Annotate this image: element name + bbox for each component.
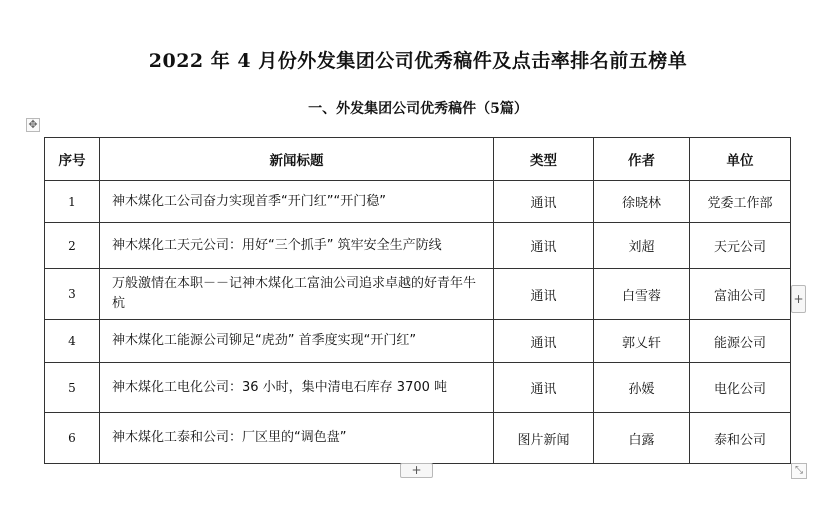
row-type[interactable]: 通讯: [494, 181, 594, 223]
table-move-handle[interactable]: [26, 118, 40, 132]
row-no[interactable]: 1: [45, 181, 100, 223]
row-author[interactable]: 郭乂轩: [594, 320, 690, 363]
row-type[interactable]: 通讯: [494, 320, 594, 363]
row-unit[interactable]: 电化公司: [690, 363, 791, 413]
row-unit[interactable]: 泰和公司: [690, 413, 791, 464]
header-type: 类型: [494, 138, 594, 181]
row-title[interactable]: 神木煤化工天元公司：用好“三个抓手” 筑牢安全生产防线: [100, 223, 494, 269]
document-title: 2022 年 4 月份外发集团公司优秀稿件及点击率排名前五榜单: [148, 50, 688, 72]
row-title[interactable]: 神木煤化工能源公司铆足“虎劲” 首季度实现“开门红”: [100, 320, 494, 363]
row-type[interactable]: 通讯: [494, 223, 594, 269]
row-unit[interactable]: 天元公司: [690, 223, 791, 269]
row-type[interactable]: 通讯: [494, 269, 594, 320]
row-author[interactable]: 刘超: [594, 223, 690, 269]
row-title[interactable]: 神木煤化工泰和公司：厂区里的“调色盘”: [100, 413, 494, 464]
plus-icon: +: [793, 292, 804, 306]
table-row: [45, 269, 791, 320]
table-row: [45, 223, 791, 269]
row-author[interactable]: 孙媛: [594, 363, 690, 413]
plus-icon: +: [411, 463, 422, 477]
header-unit: 单位: [690, 138, 791, 181]
row-title[interactable]: 万般激情在本职－－记神木煤化工富油公司追求卓越的好青年牛杭: [100, 269, 494, 320]
table-header-row: [45, 138, 791, 181]
table-row: [45, 363, 791, 413]
header-title: 新闻标题: [100, 138, 494, 181]
add-column-button[interactable]: [791, 285, 806, 313]
row-author[interactable]: 徐晓林: [594, 181, 690, 223]
resize-icon: ⤡: [795, 465, 803, 476]
row-unit[interactable]: 能源公司: [690, 320, 791, 363]
row-type[interactable]: 通讯: [494, 363, 594, 413]
table-row: [45, 181, 791, 223]
header-no: 序号: [45, 138, 100, 181]
move-icon: ✥: [28, 118, 38, 131]
row-type[interactable]: 图片新闻: [494, 413, 594, 464]
row-unit[interactable]: 富油公司: [690, 269, 791, 320]
row-no[interactable]: 5: [45, 363, 100, 413]
row-unit[interactable]: 党委工作部: [690, 181, 791, 223]
table-row: [45, 320, 791, 363]
row-author[interactable]: 白露: [594, 413, 690, 464]
row-no[interactable]: 6: [45, 413, 100, 464]
row-no[interactable]: 4: [45, 320, 100, 363]
row-no[interactable]: 2: [45, 223, 100, 269]
row-title[interactable]: 神木煤化工公司奋力实现首季“开门红”“开门稳”: [100, 181, 494, 223]
section-heading: 一、外发集团公司优秀稿件（5篇）: [308, 101, 528, 117]
table-row: [45, 413, 791, 464]
articles-table: [44, 137, 791, 464]
add-row-button[interactable]: [400, 463, 433, 478]
row-no[interactable]: 3: [45, 269, 100, 320]
row-title[interactable]: 神木煤化工电化公司：36 小时，集中清电石库存 3700 吨: [100, 363, 494, 413]
row-author[interactable]: 白雪蓉: [594, 269, 690, 320]
header-author: 作者: [594, 138, 690, 181]
table-resize-handle[interactable]: [791, 463, 807, 479]
